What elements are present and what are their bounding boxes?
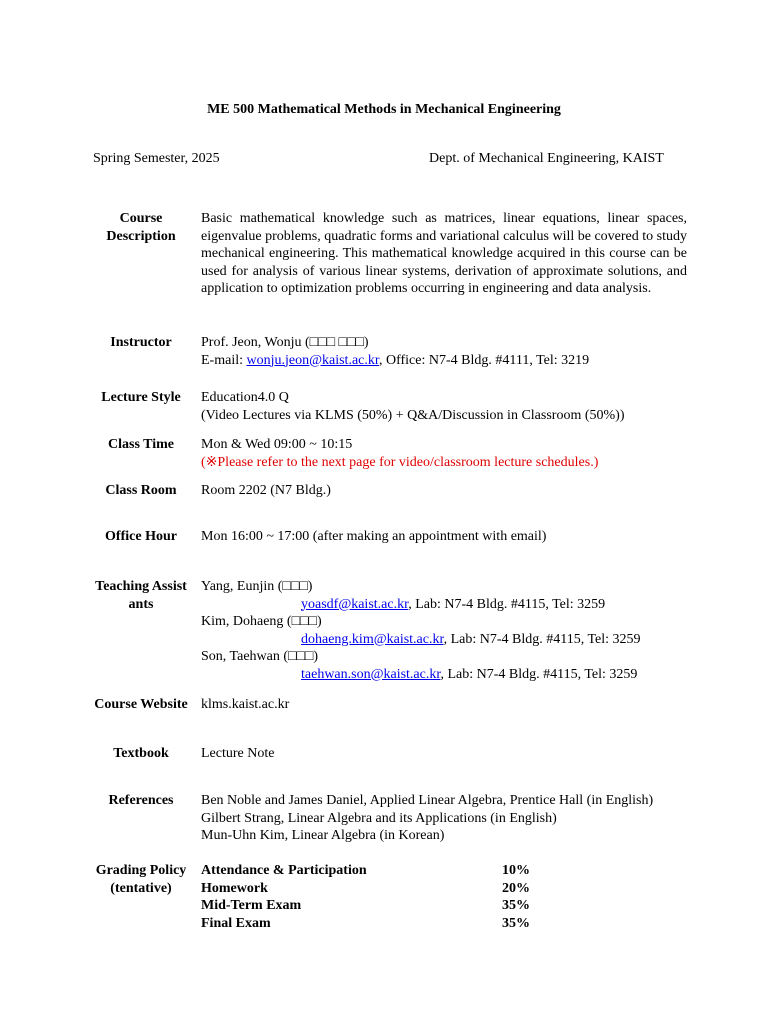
textbook-label: Textbook: [113, 746, 169, 761]
department: Dept. of Mechanical Engineering, KAIST: [429, 151, 664, 166]
grade-item-percent: 35%: [502, 898, 530, 913]
class-room-value: Room 2202 (N7 Bldg.): [201, 483, 331, 498]
grade-item-percent: 35%: [502, 915, 530, 931]
grade-row: [201, 897, 687, 915]
ta-contact: taehwan.son@kaist.ac.kr, Lab: N7-4 Bldg. #4115, Tel: 3259: [301, 666, 638, 682]
textbook-value: Lecture Note: [201, 746, 275, 761]
teaching-assistants-list: [201, 578, 687, 683]
semester: Spring Semester, 2025: [93, 151, 220, 166]
lecture-style-label: Lecture Style: [101, 390, 181, 405]
references-list: [201, 792, 687, 845]
reference-item: Gilbert Strang, Linear Algebra and its Applications (in English): [201, 810, 557, 826]
instructor-email-link[interactable]: wonju.jeon@kaist.ac.kr: [246, 352, 379, 368]
office-hour-label: Office Hour: [105, 529, 177, 544]
ta-name: Kim, Dohaeng (□□□): [201, 614, 322, 629]
course-website-label: Course Website: [94, 697, 188, 712]
ta-contact: dohaeng.kim@kaist.ac.kr, Lab: N7-4 Bldg. #4115, Tel: 3259: [301, 631, 641, 647]
class-room-label: Class Room: [105, 483, 177, 498]
instructor-info: [201, 334, 687, 369]
grade-row: [201, 915, 687, 933]
office-hour-value: Mon 16:00 ~ 17:00 (after making an appointment with email): [201, 529, 547, 544]
ta-name: Son, Taehwan (□□□): [201, 649, 319, 664]
class-time-note: (※Please refer to the next page for video/classroom lecture schedules.): [201, 454, 599, 470]
teaching-assistants-label: Teaching Assist ants: [95, 579, 187, 612]
page-title: ME 500 Mathematical Methods in Mechanical Engineering: [207, 102, 561, 117]
grade-item-name: Mid-Term Exam: [201, 898, 302, 913]
grade-item-name: Homework: [201, 880, 268, 896]
ta-email-link[interactable]: yoasdf@kaist.ac.kr: [301, 596, 409, 612]
ta-email-link[interactable]: dohaeng.kim@kaist.ac.kr: [301, 631, 444, 647]
course-website-value: klms.kaist.ac.kr: [201, 697, 290, 712]
ta-contact: yoasdf@kaist.ac.kr, Lab: N7-4 Bldg. #4115, Tel: 3259: [301, 596, 606, 612]
grade-row: [201, 880, 687, 898]
instructor-name: Prof. Jeon, Wonju (□□□ □□□): [201, 335, 369, 350]
references-label: References: [108, 793, 174, 808]
instructor-label: Instructor: [110, 335, 172, 350]
instructor-contact: E-mail: wonju.jeon@kaist.ac.kr, Office: N7-4 Bldg. #4111, Tel: 3219: [201, 352, 590, 368]
grade-item-percent: 20%: [502, 880, 530, 896]
grading-policy-label: Grading Policy (tentative): [95, 863, 187, 896]
class-time-value: Mon & Wed 09:00 ~ 10:15 (※Please refer to the next page for video/classroom lecture schedules.): [201, 436, 687, 471]
grading-policy-table: [201, 862, 687, 932]
course-description-label: Course Description: [106, 211, 176, 244]
grade-row: [201, 862, 687, 880]
class-time-label: Class Time: [108, 437, 174, 452]
lecture-style-value: Education4.0 Q (Video Lectures via KLMS (50%) + Q&A/Discussion in Classroom (50%)): [201, 390, 625, 423]
grade-item-name: Attendance & Participation: [201, 863, 367, 878]
reference-item: Mun-Uhn Kim, Linear Algebra (in Korean): [201, 828, 445, 843]
ta-email-link[interactable]: taehwan.son@kaist.ac.kr: [301, 666, 441, 682]
ta-name: Yang, Eunjin (□□□): [201, 579, 313, 594]
grade-item-name: Final Exam: [201, 915, 271, 931]
course-description-text: Basic mathematical knowledge such as matrices, linear equations, linear spaces, eigenvalue problems, quadratic forms and variational calculus will be covered to study mechanical engineering. This mathematical knowledge acquired in this course can be used for analysis of various linear systems, derivation of approximate solutions, and application to optimization problems occurring in engineering and data analysis.: [201, 211, 687, 296]
reference-item: Ben Noble and James Daniel, Applied Linear Algebra, Prentice Hall (in English): [201, 793, 654, 808]
grade-item-percent: 10%: [502, 863, 530, 878]
